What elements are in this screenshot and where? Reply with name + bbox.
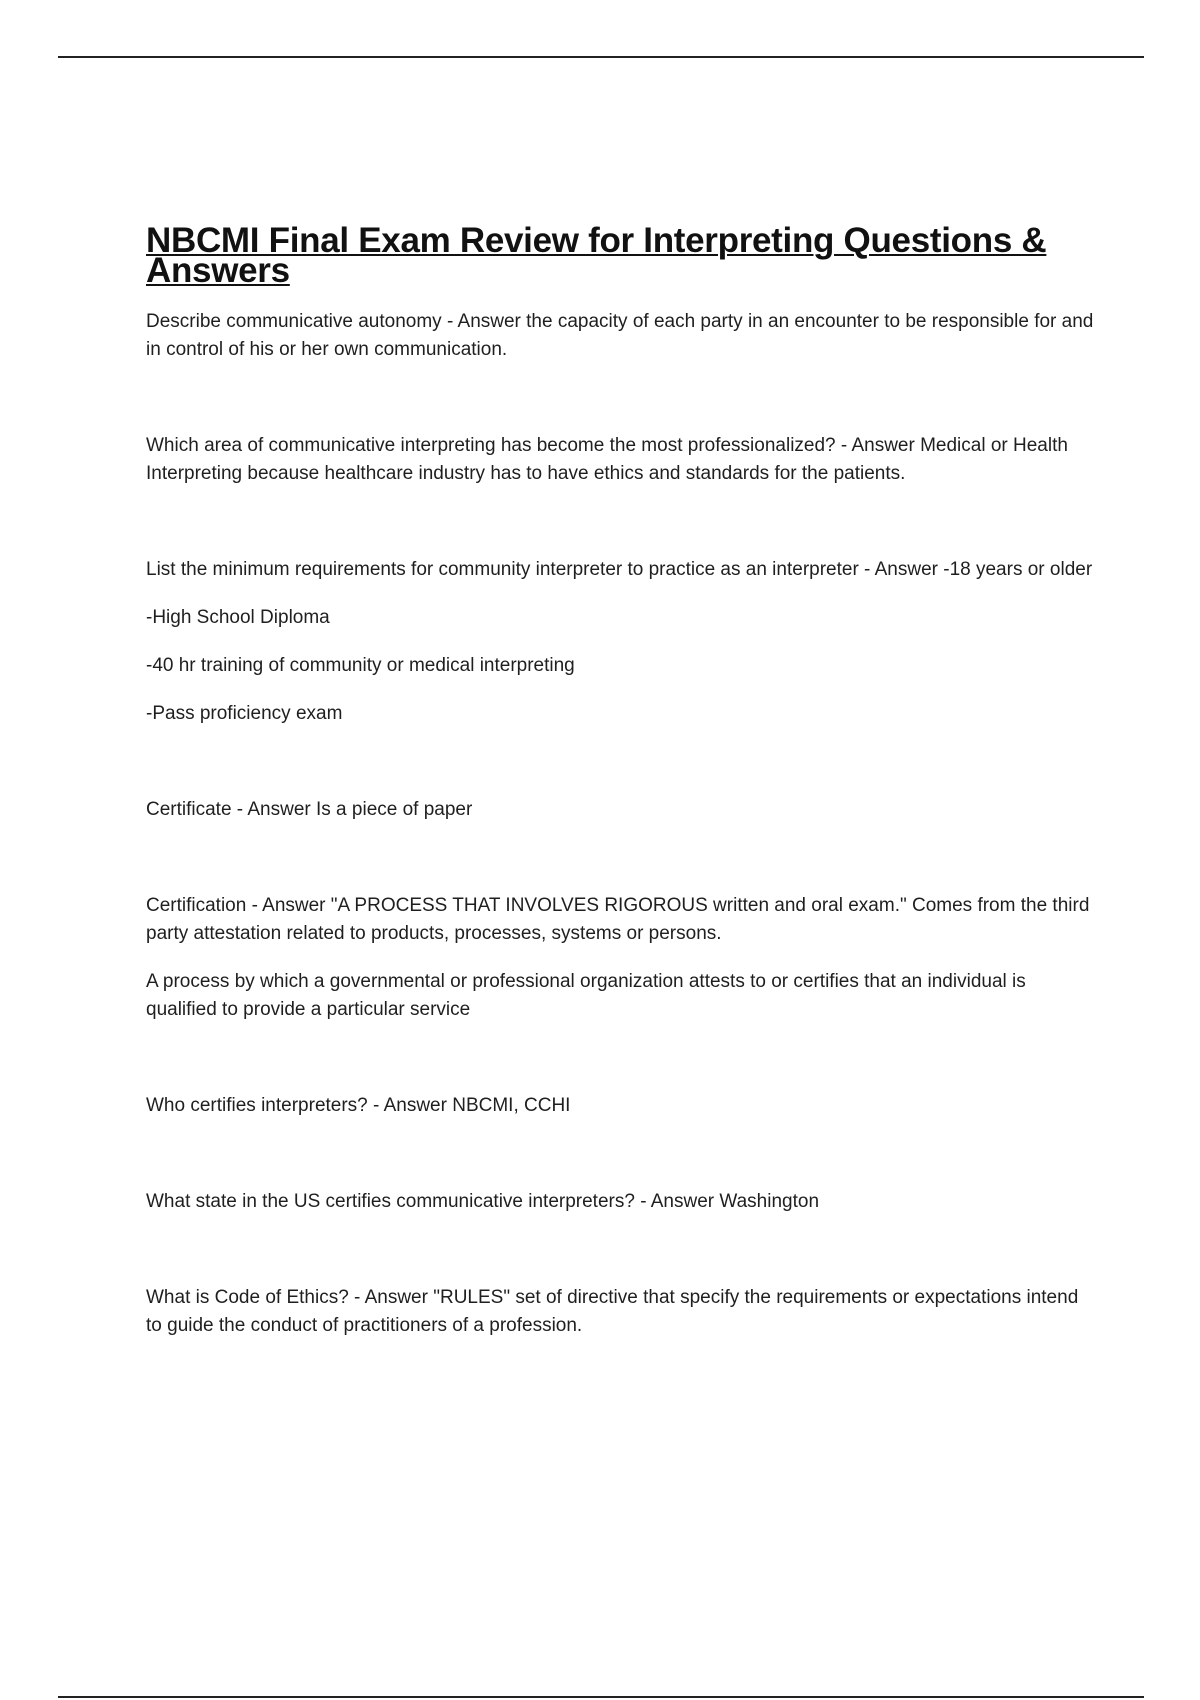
qa-item: [146, 892, 1096, 1024]
qa-paragraph: Describe communicative autonomy - Answer the capacity of each party in an encounter to be responsible for and in control of his or her own communication.: [146, 311, 1094, 360]
qa-paragraph: Who certifies interpreters? - Answer NBCMI, CCHI: [146, 1095, 571, 1116]
qa-paragraph: -Pass proficiency exam: [146, 703, 343, 724]
qa-paragraph: List the minimum requirements for community interpreter to practice as an interpreter - Answer -18 years or older: [146, 559, 1093, 580]
qa-item: [146, 432, 1096, 488]
qa-paragraph: -High School Diploma: [146, 607, 330, 628]
page-top-rule: [58, 56, 1144, 58]
qa-item: [146, 556, 1096, 728]
qa-item: [146, 308, 1096, 364]
qa-paragraph: Certificate - Answer Is a piece of paper: [146, 799, 473, 820]
qa-paragraph: What state in the US certifies communicative interpreters? - Answer Washington: [146, 1191, 820, 1212]
qa-paragraph: Which area of communicative interpreting has become the most professionalized? - Answer Medical or Health Interpreting because healthcare industry has to have ethics and standards for the patients.: [146, 435, 1068, 484]
qa-paragraph: Certification - Answer "A PROCESS THAT INVOLVES RIGOROUS written and oral exam." Comes from the third party attestation related to products, processes, systems or persons.: [146, 895, 1090, 944]
qa-paragraph: A process by which a governmental or professional organization attests to or certifies that an individual is qualified to provide a particular service: [146, 971, 1026, 1020]
qa-item: [146, 1092, 1096, 1120]
page-bottom-rule: [58, 1696, 1144, 1698]
qa-item: [146, 796, 1096, 824]
qa-paragraph: -40 hr training of community or medical interpreting: [146, 655, 575, 676]
qa-item: [146, 1188, 1096, 1216]
document-page: [146, 221, 1096, 1340]
qa-paragraph: What is Code of Ethics? - Answer "RULES" set of directive that specify the requirements or expectations intend to guide the conduct of practitioners of a profession.: [146, 1287, 1079, 1336]
qa-item: [146, 1284, 1096, 1340]
document-title: NBCMI Final Exam Review for Interpreting Questions & Answers: [146, 221, 1047, 290]
